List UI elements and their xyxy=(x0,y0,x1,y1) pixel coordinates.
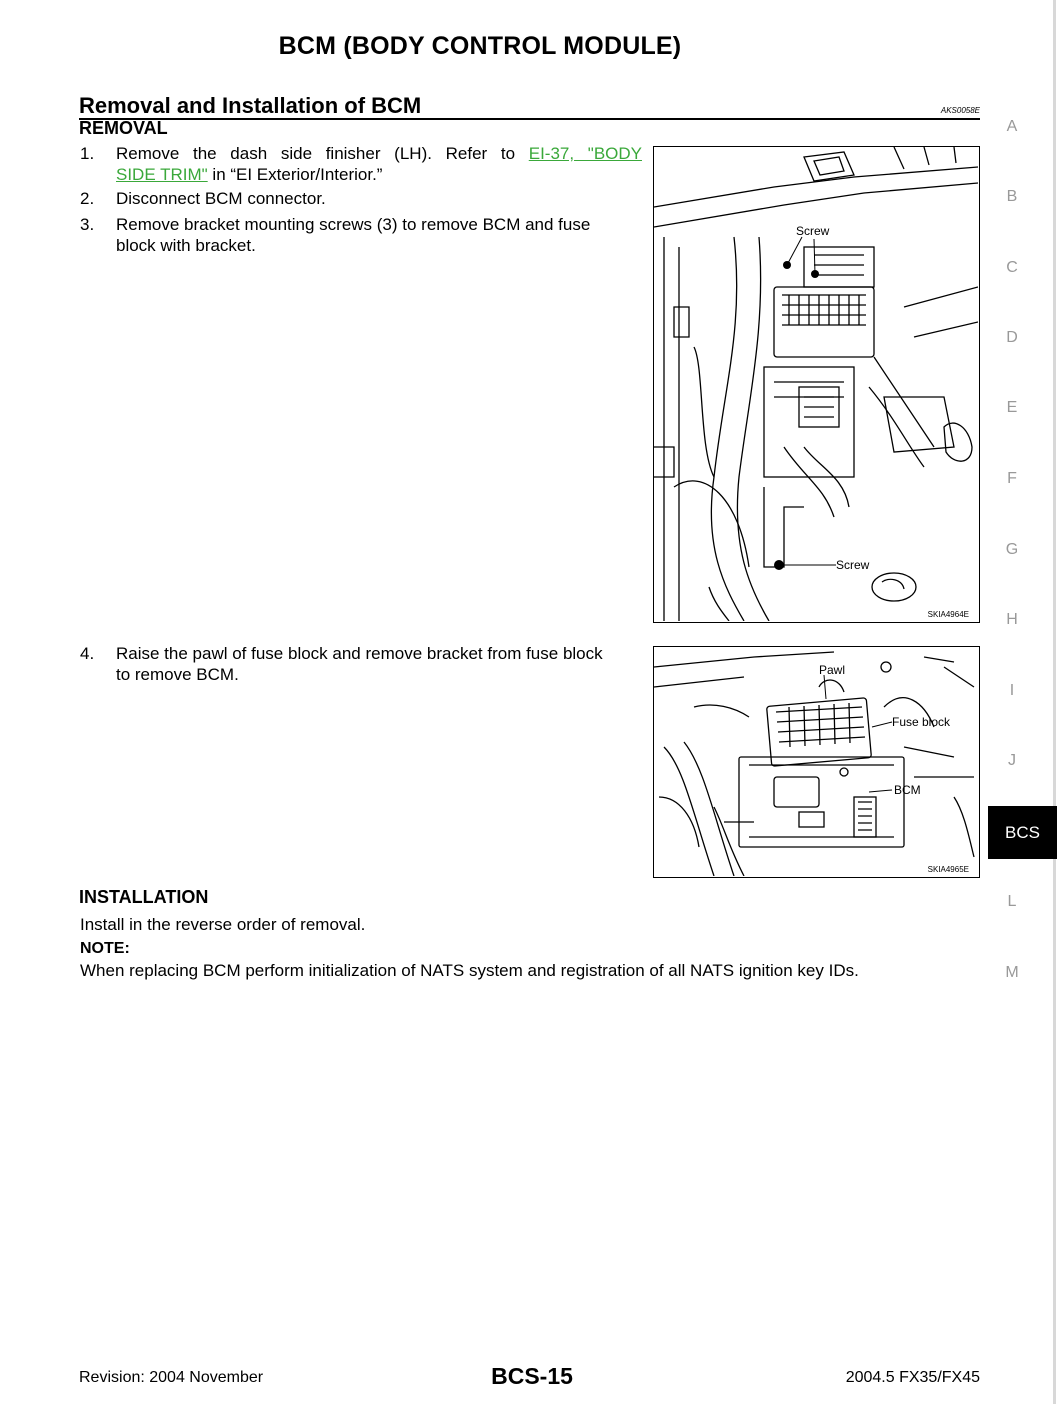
section-title: Removal and Installation of BCM xyxy=(79,93,422,118)
side-tab-c[interactable]: C xyxy=(1006,259,1018,276)
step-text: in “EI Exterior/Interior.” xyxy=(207,165,383,184)
removal-heading: REMOVAL xyxy=(79,118,168,138)
section-rule xyxy=(79,118,980,120)
removal-step-3 xyxy=(80,214,642,258)
step-number: 4. xyxy=(80,644,95,663)
removal-step-4 xyxy=(80,643,642,687)
footer-page-number: BCS-15 xyxy=(491,1363,573,1389)
side-tab-i[interactable]: I xyxy=(1009,682,1015,699)
figure-code: SKIA4964E xyxy=(927,610,969,619)
footer-model: 2004.5 FX35/FX45 xyxy=(845,1369,980,1386)
removal-step-2 xyxy=(80,188,642,210)
figure-label-screw: Screw xyxy=(796,224,830,238)
side-tab-m[interactable]: M xyxy=(1005,964,1019,981)
side-tab-h[interactable]: H xyxy=(1006,611,1018,628)
note-heading: NOTE: xyxy=(80,940,130,957)
side-tab-bcs-active[interactable]: BCS xyxy=(988,806,1057,859)
note-text: When replacing BCM perform initialization of NATS system and registration of all NATS ignition key IDs. xyxy=(80,961,859,980)
step-text: Remove the dash side finisher (LH). Refer to xyxy=(116,144,529,163)
figure-fuse-block-pawl xyxy=(653,646,980,878)
footer-revision: Revision: 2004 November xyxy=(79,1369,264,1386)
figure-label-pawl: Pawl xyxy=(819,663,846,677)
step-number: 1. xyxy=(80,144,95,163)
side-tab-b[interactable]: B xyxy=(1006,188,1018,205)
figure-code: SKIA4965E xyxy=(927,865,969,874)
installation-heading: INSTALLATION xyxy=(79,887,209,907)
step-text: to remove BCM. xyxy=(116,665,239,684)
side-tab-l[interactable]: L xyxy=(1007,893,1017,910)
side-tab-j[interactable]: J xyxy=(1008,752,1016,769)
side-tab-a[interactable]: A xyxy=(1006,118,1018,135)
page-header-title: BCM (BODY CONTROL MODULE) xyxy=(278,32,682,60)
step-number: 2. xyxy=(80,189,95,208)
figure-label-screw: Screw xyxy=(836,558,870,572)
side-tab-d[interactable]: D xyxy=(1006,329,1018,346)
side-tab-g[interactable]: G xyxy=(1005,541,1019,558)
section-ref-code: AKS0058E xyxy=(940,106,980,115)
figure-bcm-bracket-screws xyxy=(653,146,980,623)
fuse-block-illustration xyxy=(654,647,978,876)
body-trim-link-cont[interactable]: SIDE TRIM" xyxy=(116,165,208,184)
side-tab-f[interactable]: F xyxy=(1007,470,1017,487)
step-number: 3. xyxy=(80,215,95,234)
step-text: Raise the pawl of fuse block and remove bracket from fuse block xyxy=(116,644,603,663)
figure-label-fuse-block: Fuse block xyxy=(892,715,951,729)
body-trim-link[interactable]: EI-37, "BODY xyxy=(528,144,642,163)
bcm-bracket-illustration xyxy=(654,147,978,621)
step-text: Disconnect BCM connector. xyxy=(116,189,326,208)
step-text: Remove bracket mounting screws (3) to remove BCM and fuse xyxy=(116,215,591,234)
step-text: block with bracket. xyxy=(116,236,256,255)
installation-text: Install in the reverse order of removal. xyxy=(80,915,366,934)
removal-step-1 xyxy=(80,143,642,187)
figure-label-bcm: BCM xyxy=(894,783,921,797)
side-tab-e[interactable]: E xyxy=(1006,399,1018,416)
